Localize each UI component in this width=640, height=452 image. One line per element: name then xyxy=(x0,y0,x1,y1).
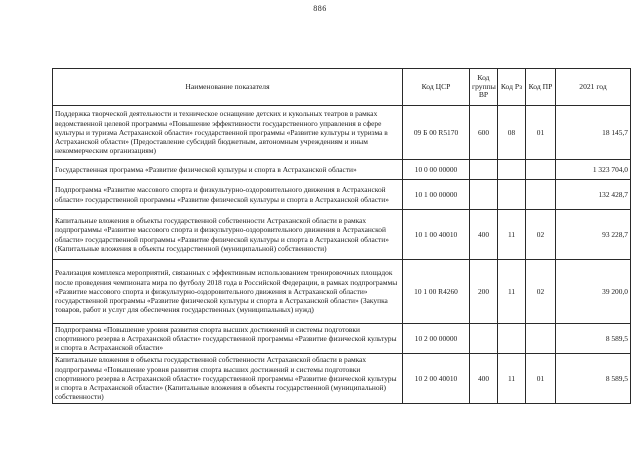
row-rz: 11 xyxy=(498,210,526,260)
row-name: Капитальные вложения в объекты государственной собственности Астраханской области в рамках подпрограммы «Развитие массового спорта и физкультурно-оздоровительного движения в Астраханской области» государственной программы «Развитие физической культуры и спорта в Астраханской области» (Капитальные вложения в объекты государственной (муниципальной) собственности) xyxy=(53,210,403,260)
row-pr xyxy=(526,180,556,210)
row-rz xyxy=(498,180,526,210)
row-rz: 08 xyxy=(498,106,526,160)
header-name: Наименование показателя xyxy=(53,69,403,106)
row-vr: 600 xyxy=(470,106,498,160)
row-name: Государственная программа «Развитие физической культуры и спорта в Астраханской области» xyxy=(53,160,403,180)
row-rz: 11 xyxy=(498,354,526,404)
row-amount: 132 428,7 xyxy=(556,180,631,210)
row-csr: 10 0 00 00000 xyxy=(403,160,470,180)
row-vr xyxy=(470,180,498,210)
header-pr: Код ПР xyxy=(526,69,556,106)
row-csr: 10 1 00 R4260 xyxy=(403,260,470,324)
row-vr: 400 xyxy=(470,354,498,404)
row-pr: 02 xyxy=(526,210,556,260)
row-amount: 93 228,7 xyxy=(556,210,631,260)
row-amount: 1 323 704,0 xyxy=(556,160,631,180)
row-name: Подпрограмма «Развитие массового спорта и физкультурно-оздоровительного движения в Астраханской области» государственной программы «Развитие физической культуры и спорта в Астраханской области» xyxy=(53,180,403,210)
row-pr: 02 xyxy=(526,260,556,324)
row-pr xyxy=(526,324,556,354)
row-amount: 39 200,0 xyxy=(556,260,631,324)
page-number: 886 xyxy=(313,4,327,13)
row-pr: 01 xyxy=(526,106,556,160)
table-row xyxy=(53,106,631,160)
row-csr: 10 1 00 00000 xyxy=(403,180,470,210)
row-vr: 200 xyxy=(470,260,498,324)
table-header-row xyxy=(53,69,631,106)
row-name: Подпрограмма «Повышение уровня развития спорта высших достижений и системы подготовки спортивного резерва в Астраханской области» государственной программы «Развитие физической культуры и спорта в Астраханской области» xyxy=(53,324,403,354)
table-row xyxy=(53,260,631,324)
row-vr xyxy=(470,324,498,354)
row-rz xyxy=(498,160,526,180)
row-amount: 8 589,5 xyxy=(556,354,631,404)
row-csr: 09 Б 00 R5170 xyxy=(403,106,470,160)
row-name: Поддержка творческой деятельности и техническое оснащение детских и кукольных театров в рамках ведомственной целевой программы «Повышение эффективности государственного управления в сфере культуры и туризма Астраханской области» государственной программы «Развитие культуры и туризма в Астраханской области» (Предоставление субсидий бюджетным, автономным учреждениям и иным некоммерческим организациям) xyxy=(53,106,403,160)
row-rz xyxy=(498,324,526,354)
row-amount: 8 589,5 xyxy=(556,324,631,354)
table-row xyxy=(53,354,631,404)
header-rz: Код Рз xyxy=(498,69,526,106)
row-pr: 01 xyxy=(526,354,556,404)
budget-table xyxy=(52,68,631,404)
row-amount: 18 145,7 xyxy=(556,106,631,160)
row-csr: 10 1 00 40010 xyxy=(403,210,470,260)
row-csr: 10 2 00 40010 xyxy=(403,354,470,404)
table-row xyxy=(53,210,631,260)
row-csr: 10 2 00 00000 xyxy=(403,324,470,354)
header-vr: Код группы ВР xyxy=(470,69,498,106)
table-row xyxy=(53,180,631,210)
row-pr xyxy=(526,160,556,180)
row-vr: 400 xyxy=(470,210,498,260)
table-row xyxy=(53,160,631,180)
row-vr xyxy=(470,160,498,180)
header-year: 2021 год xyxy=(556,69,631,106)
header-csr: Код ЦСР xyxy=(403,69,470,106)
row-name: Реализация комплекса мероприятий, связанных с эффективным использованием тренировочных площадок после проведения чемпионата мира по футболу 2018 года в Российской Федерации, в рамках подпрограммы «Развитие массового спорта и физкультурно-оздоровительного движения в Астраханской области» государственной программы «Развитие физической культуры и спорта в Астраханской области» (Закупка товаров, работ и услуг для обеспечения государственных (муниципальных) нужд) xyxy=(53,260,403,324)
table-row xyxy=(53,324,631,354)
row-rz: 11 xyxy=(498,260,526,324)
row-name: Капитальные вложения в объекты государственной собственности Астраханской области в рамках подпрограммы «Повышение уровня развития спорта высших достижений и системы подготовки спортивного резерва в Астраханской области» государственной программы «Развитие физической культуры и спорта в Астраханской области» (Капитальные вложения в объекты государственной (муниципальной) собственности) xyxy=(53,354,403,404)
